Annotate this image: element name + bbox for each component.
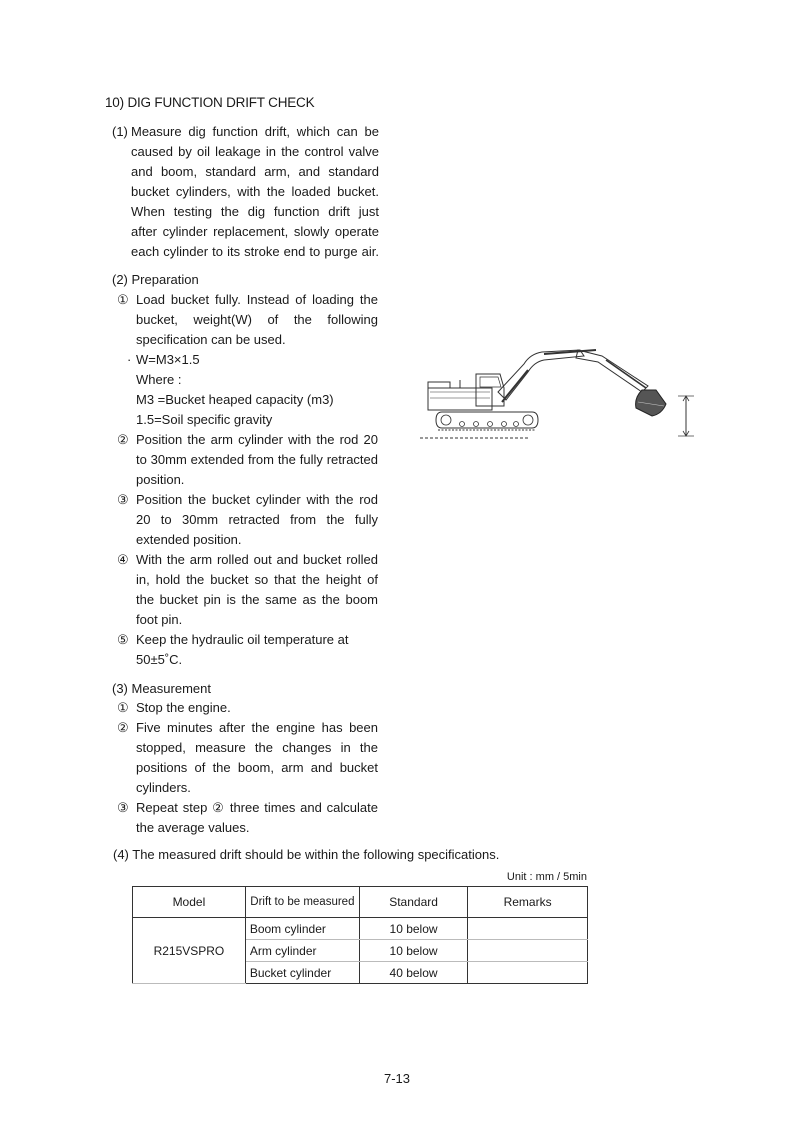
prep-item-4-line: foot pin. — [136, 612, 183, 627]
prep-item-3-mark: ③ — [117, 492, 129, 507]
preparation-heading: (2) Preparation — [112, 272, 199, 287]
prep-item-3-line: 20 to 30mm retracted from the fully — [136, 512, 378, 527]
excavator-icon — [420, 340, 710, 445]
paragraph-1-line: bucket cylinders, with the loaded bucket. — [131, 184, 379, 199]
formula-where: Where : — [136, 372, 182, 387]
prep-item-1-line: Load bucket fully. Instead of loading the — [136, 292, 378, 307]
measurement-heading: (3) Measurement — [112, 681, 211, 696]
header-drift: Drift to be measured — [245, 887, 359, 918]
prep-item-4-line: in, hold the bucket so that the height of — [136, 572, 378, 587]
paragraph-1-line: When testing the dig function drift just — [131, 204, 379, 219]
prep-item-2-line: Position the arm cylinder with the rod 20 — [136, 432, 378, 447]
spec-statement: (4) The measured drift should be within the following specifications. — [113, 847, 500, 862]
prep-item-5-line: Keep the hydraulic oil temperature at — [136, 632, 349, 647]
cell-drift: Arm cylinder — [245, 940, 359, 962]
paragraph-1-line: each cylinder to its stroke end to purge air. — [131, 244, 379, 259]
header-remarks: Remarks — [468, 887, 588, 918]
cell-drift: Boom cylinder — [245, 918, 359, 940]
prep-item-4-line: With the arm rolled out and bucket rolled — [136, 552, 378, 567]
prep-item-4-line: the bucket pin is the same as the boom — [136, 592, 378, 607]
cell-standard: 40 below — [359, 962, 467, 984]
cell-standard: 10 below — [359, 940, 467, 962]
prep-item-1-mark: ① — [117, 292, 129, 307]
prep-item-5-mark: ⑤ — [117, 632, 129, 647]
paragraph-1-mark: (1) — [112, 124, 128, 139]
prep-item-1-line: specification can be used. — [136, 332, 286, 347]
formula-m3-definition: M3 =Bucket heaped capacity (m3) — [136, 392, 334, 407]
cell-remarks — [468, 962, 588, 984]
cell-drift: Bucket cylinder — [245, 962, 359, 984]
paragraph-1-line: after cylinder replacement, slowly operate — [131, 224, 379, 239]
measure-item-2-line: stopped, measure the changes in the — [136, 740, 378, 755]
formula-sg-definition: 1.5=Soil specific gravity — [136, 412, 273, 427]
prep-item-3-line: extended position. — [136, 532, 242, 547]
table-unit: Unit : mm / 5min — [506, 871, 587, 883]
measure-item-3-mark: ③ — [117, 800, 129, 815]
measure-item-3-line: Repeat step ② three times and calculate — [136, 800, 378, 815]
cell-model: R215VSPRO — [133, 918, 246, 984]
measure-item-2-line: positions of the boom, arm and bucket — [136, 760, 378, 775]
prep-item-1-line: bucket, weight(W) of the following — [136, 312, 378, 327]
prep-item-5-line: 50±5˚C. — [136, 652, 183, 667]
formula-bullet: · — [127, 352, 132, 367]
prep-item-2-line: to 30mm extended from the fully retracted — [136, 452, 378, 467]
table-row — [133, 918, 588, 940]
table-header-row — [133, 887, 588, 918]
cell-remarks — [468, 940, 588, 962]
cell-standard: 10 below — [359, 918, 467, 940]
prep-item-2-line: position. — [136, 472, 185, 487]
section-title: 10) DIG FUNCTION DRIFT CHECK — [105, 95, 315, 110]
cell-remarks — [468, 918, 588, 940]
page-number: 7-13 — [383, 1071, 411, 1086]
header-standard: Standard — [359, 887, 467, 918]
formula-equation: W=M3×1.5 — [136, 352, 200, 367]
measure-item-2-line: cylinders. — [136, 780, 191, 795]
paragraph-1-line: and boom, standard arm, and standard — [131, 164, 379, 179]
measure-item-2-line: Five minutes after the engine has been — [136, 720, 378, 735]
measure-item-1-line: Stop the engine. — [136, 700, 231, 715]
drift-spec-table — [132, 886, 588, 984]
header-model: Model — [133, 887, 246, 918]
prep-item-2-mark: ② — [117, 432, 129, 447]
measure-item-3-line: the average values. — [136, 820, 250, 835]
paragraph-1-line: Measure dig function drift, which can be — [131, 124, 379, 139]
measure-item-1-mark: ① — [117, 700, 129, 715]
prep-item-3-line: Position the bucket cylinder with the rod — [136, 492, 378, 507]
measure-item-2-mark: ② — [117, 720, 129, 735]
prep-item-4-mark: ④ — [117, 552, 129, 567]
paragraph-1-line: caused by oil leakage in the control valve — [131, 144, 379, 159]
